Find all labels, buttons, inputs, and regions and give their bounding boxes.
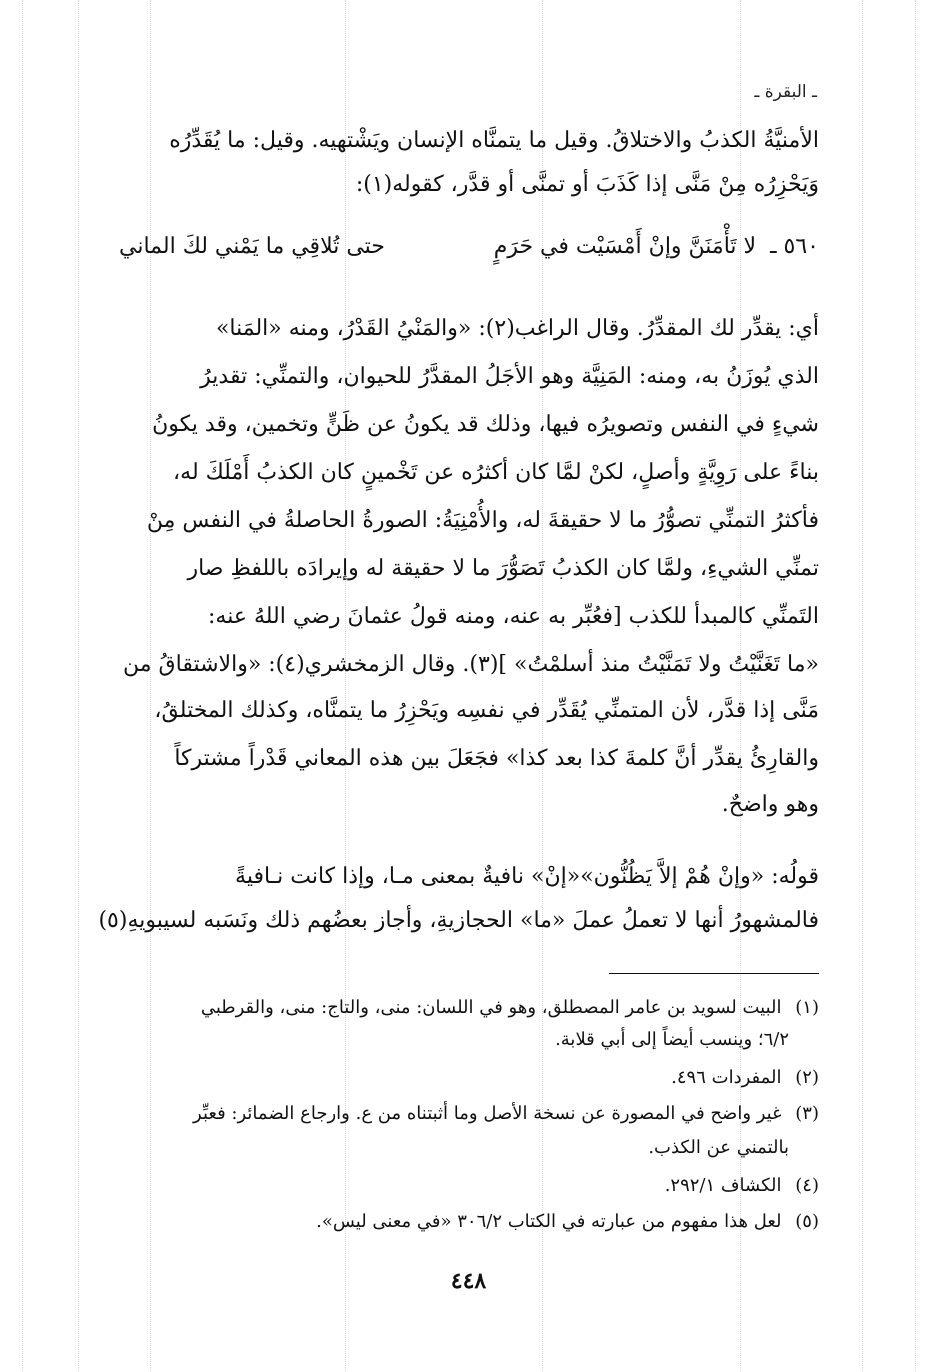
body-line: مَنَّى إذا قدَّر، لأن المتمنِّي يُقَدِّر في نفسِه ويَحْزِرُ ما يتمنَّاه، وكذلك المختلقُ، [154,698,819,723]
footnote-2 [114,1064,819,1092]
poetry-verse [119,230,819,264]
scan-guide-line [22,0,23,1372]
footnote-1 [114,994,819,1022]
body-line: والقارِئُ يقدِّر أنَّ كلمةَ كذا بعد كذا» فجَعَلَ بين هذه المعاني قَدْراً مشتركاً [174,746,819,771]
body-line: فأكثرُ التمنِّي تصوُّرُ ما لا حقيقةَ له، والأُمْنِيَةُ: الصورةُ الحاصلةُ في النفس مِنْ [146,508,819,533]
scan-guide-line [542,0,543,1372]
running-header: ـ البقرة ـ [754,82,817,102]
body-line: الأمنيَّةُ الكذبُ والاختلاقُ. وقيل ما يتمنَّاه الإنسان ويَشْتهيه. وقيل: ما يُقَدِّرُه [169,128,819,153]
body-line: أي: يقدِّر لك المقدِّرُ. وقال الراغب(٢): «والمَنْيُ القَدْرُ، ومنه «المَنا» [215,316,819,341]
body-line: شيءٍ في النفس وتصويرُه فيها، وذلك قد يكونُ عن ظَنٍّ وتخمين، وقد يكونُ [152,412,819,437]
body-line: تمنِّي الشيءِ، ولمَّا كان الكذبُ تَصَوُّرَ ما لا حقيقة له وإيرادَه باللفظِ صار [187,556,819,581]
body-line: «ما تَغَنَّيْتُ ولا تَمَنَّيْتُ منذ أسلمْتُ» ](٣). وقال الزمخشري(٤): «والاشتقاقُ من [123,652,819,677]
first-hemistich: لا تَأْمَنَنَّ وإنْ أَمْسَيْت في حَرَمٍ [493,234,757,259]
footnote-text: غير واضح في المصورة عن نسخة الأصل وما أثبتناه من ع. وارجاع الضمائر: فعبِّر [193,1103,782,1124]
scan-guide-line [150,0,151,1372]
second-hemistich: حتى تُلاقِي ما يَمْني لكَ الماني [119,234,385,259]
verse-first-half [494,230,819,264]
footnote-number: (٤) [795,1175,819,1196]
scan-guide-line [915,0,916,1372]
body-line: فالمشهورُ أنها لا تعملُ عملَ «ما» الحجازيةِ، وأجاز بعضُهم ذلك ونَسَبه لسيبويهِ(٥) [98,908,819,933]
footnote-text: المفردات ٤٩٦. [671,1067,782,1088]
body-line: الذي يُوزَنُ به، ومنه: المَنِيَّة وهو الأجَلُ المقدَّرُ للحيوان، والتمنِّي: تقديرُ [200,364,819,389]
footnote-3-cont: بالتمني عن الكذب. [648,1137,789,1158]
footnote-number: (٥) [795,1211,819,1232]
body-line: قولُه: «وإنْ هُمْ إلاَّ يَظُنُّون»«إنْ» نافيةٌ بمعنى مـا، وإذا كانت نـافيةً [235,864,819,889]
body-line: التَمنِّي كالمبدأ للكذب [فعُبِّر به عنه، ومنه قولُ عثمانَ رضي اللهُ عنه: [208,604,819,629]
footnote-1-cont: ٦/٢؛ وينسب أيضاً إلى أبي قلابة. [555,1029,789,1050]
scan-guide-line [345,0,346,1372]
footnote-text: البيت لسويد بن عامر المصطلق، وهو في اللسان: منى، والتاج: منى، والقرطبي [200,997,782,1018]
page-number: ٤٤٨ [450,1268,487,1294]
scan-guide-line [78,0,79,1372]
verse-number: ٥٦٠ ـ [770,234,819,259]
footnote-text: لعل هذا مفهوم من عبارته في الكتاب ٣٠٦/٢ «في معنى ليس». [316,1211,782,1232]
footnote-3 [114,1100,819,1128]
scan-guide-line [862,0,863,1372]
scan-guide-line [740,0,741,1372]
body-line: بناءً على رَوِيَّةٍ وأصلٍ، لكنْ لمَّا كان أكثرُه عن تَخْمينٍ كان الكذبُ أَمْلَكَ له، [173,460,819,485]
body-line: وهو واضحٌ. [721,792,819,817]
footnote-5 [114,1208,819,1236]
footnote-4 [114,1172,819,1200]
footnote-number: (٣) [795,1103,819,1124]
footnote-number: (١) [795,997,819,1018]
footnote-separator [609,973,819,974]
footnote-number: (٢) [795,1067,819,1088]
body-line: وَيَحْزِرُه مِنْ مَنَّى إذا كَذَبَ أو تمنَّى أو قدَّر، كقوله(١): [355,172,819,197]
footnote-text: الكشاف ٢٩٢/١. [664,1175,782,1196]
